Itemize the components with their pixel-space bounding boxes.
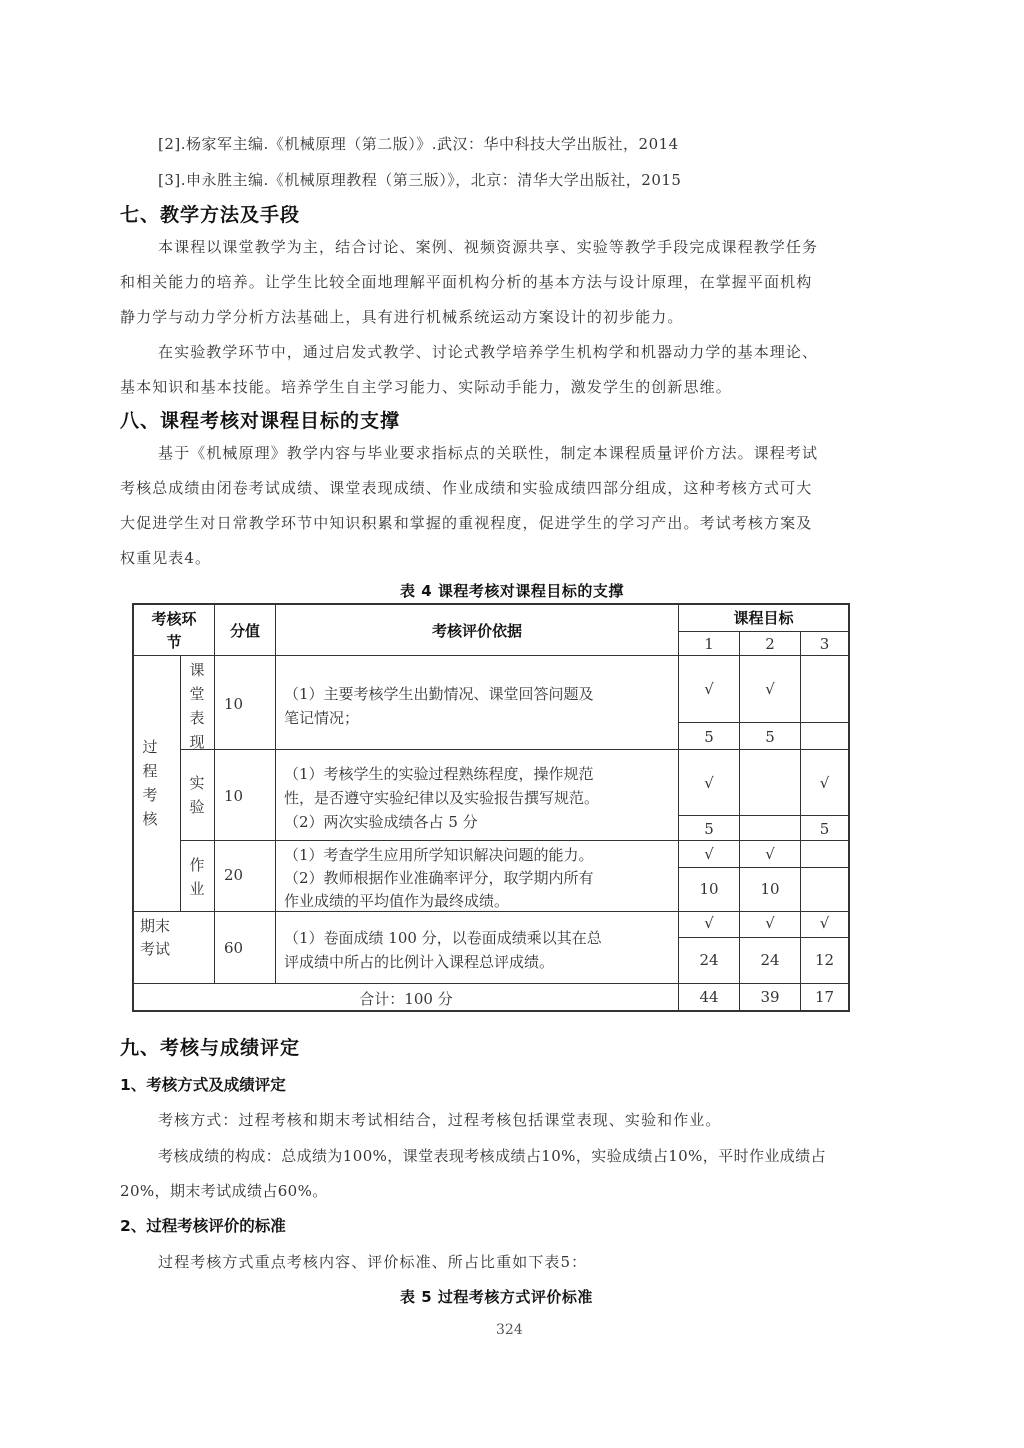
check-mark: √	[704, 845, 714, 863]
table-4-caption: 表 4 课程考核对课程目标的支撑	[400, 582, 624, 600]
row-score: 10	[224, 695, 244, 713]
row-sub-experiment: 实验	[189, 774, 205, 816]
paragraph-line: 在实验教学环节中，通过启发式教学、讨论式教学培养学生机构学和机器动力学的基本理论、	[158, 343, 819, 361]
paragraph-line: 大促进学生对日常教学环节中知识积累和掌握的重视程度，促进学生的学习产出。考试考核方案及	[120, 514, 813, 532]
check-mark: √	[704, 680, 714, 698]
row-basis-line: （2）两次实验成绩各占 5 分	[284, 813, 478, 831]
weight-value: 12	[814, 951, 835, 969]
header-goal-1: 1	[704, 635, 714, 653]
subsection-2-title: 2、过程考核评价的标准	[120, 1217, 286, 1235]
row-sub-classroom: 课堂表现	[189, 661, 205, 751]
header-goal-2: 2	[765, 635, 775, 653]
row-basis-line: 性，是否遵守实验纪律以及实验报告撰写规范。	[284, 789, 600, 807]
section-7-title: 七、教学方法及手段	[120, 204, 301, 226]
reference-3: [3].申永胜主编.《机械原理教程（第三版）》，北京：清华大学出版社，2015	[158, 171, 682, 189]
header-component-line2: 节	[166, 633, 182, 651]
check-mark: √	[765, 680, 775, 698]
paragraph-line: 基本知识和基本技能。培养学生自主学习能力、实际动手能力，激发学生的创新思维。	[120, 378, 732, 396]
weight-value: 5	[765, 728, 775, 746]
total-label: 合计：100 分	[359, 990, 453, 1008]
paragraph-line: 基于《机械原理》教学内容与毕业要求指标点的关联性，制定本课程质量评价方法。课程考试	[158, 444, 819, 462]
row-basis-line: 作业成绩的平均值作为最终成绩。	[284, 892, 510, 910]
row-basis-line: 笔记情况；	[284, 709, 360, 727]
header-component-line1: 考核环	[151, 610, 197, 628]
row-basis-line: （1）卷面成绩 100 分，以卷面成绩乘以其在总	[284, 929, 602, 947]
weight-value: 5	[704, 820, 714, 838]
check-mark: √	[765, 845, 775, 863]
row-basis-line: （2）教师根据作业准确率评分，取学期内所有	[284, 869, 594, 887]
header-course-goals: 课程目标	[733, 609, 794, 627]
weight-value: 5	[819, 820, 830, 838]
check-mark: √	[704, 774, 714, 792]
process-assessment-label: 过程考核	[142, 738, 158, 828]
table-5-caption: 表 5 过程考核方式评价标准	[400, 1288, 593, 1306]
total-value: 44	[699, 988, 719, 1006]
weight-value: 24	[699, 951, 719, 969]
row-basis-line: （1）主要考核学生出勤情况、课堂回答问题及	[284, 685, 594, 703]
paragraph-line: 考核方式：过程考核和期末考试相结合，过程考核包括课堂表现、实验和作业。	[158, 1111, 722, 1129]
paragraph-line: 考核成绩的构成：总成绩为100%，课堂表现考核成绩占10%，实验成绩占10%，平时作业成绩占	[158, 1147, 826, 1165]
page-number: 324	[496, 1322, 523, 1338]
paragraph-line: 和相关能力的培养。让学生比较全面地理解平面机构分析的基本方法与设计原理，在掌握平面机构	[120, 273, 813, 291]
row-sub-homework: 作业	[189, 856, 205, 898]
section-8-title: 八、课程考核对课程目标的支撑	[120, 410, 401, 432]
weight-value: 5	[704, 728, 714, 746]
paragraph-line: 考核总成绩由闭卷考试成绩、课堂表现成绩、作业成绩和实验成绩四部分组成，这种考核方式可大	[120, 479, 813, 497]
check-mark: √	[704, 914, 714, 932]
row-basis-line: （1）考查学生应用所学知识解决问题的能力。	[284, 846, 594, 864]
row-final-exam-line1: 期末	[140, 917, 171, 935]
subsection-1-title: 1、考核方式及成绩评定	[120, 1076, 286, 1094]
row-basis-line: 评成绩中所占的比例计入课程总评成绩。	[284, 953, 555, 971]
reference-2: [2].杨家军主编.《机械原理（第二版）》.武汉：华中科技大学出版社，2014	[158, 135, 679, 153]
check-mark: √	[819, 774, 830, 792]
weight-value: 10	[699, 880, 719, 898]
section-9-title: 九、考核与成绩评定	[120, 1037, 301, 1059]
header-goal-3: 3	[819, 635, 830, 653]
weight-value: 10	[760, 880, 780, 898]
header-basis: 考核评价依据	[431, 622, 522, 640]
row-score: 20	[224, 866, 244, 884]
paragraph-line: 本课程以课堂教学为主，结合讨论、案例、视频资源共享、实验等教学手段完成课程教学任务	[158, 238, 819, 256]
total-value: 17	[814, 988, 835, 1006]
check-mark: √	[819, 914, 830, 932]
row-score: 60	[224, 939, 244, 957]
paragraph-line: 过程考核方式重点考核内容、评价标准、所占比重如下表5：	[158, 1253, 588, 1271]
paragraph-line: 静力学与动力学分析方法基础上，具有进行机械系统运动方案设计的初步能力。	[120, 308, 684, 326]
row-basis-line: （1）考核学生的实验过程熟练程度，操作规范	[284, 765, 594, 783]
total-value: 39	[760, 988, 780, 1006]
check-mark: √	[765, 914, 775, 932]
row-final-exam-line2: 考试	[140, 940, 171, 958]
paragraph-line: 20%，期末考试成绩占60%。	[120, 1182, 328, 1200]
row-score: 10	[224, 787, 244, 805]
paragraph-line: 权重见表4。	[120, 549, 212, 567]
header-score: 分值	[229, 622, 260, 640]
weight-value: 24	[760, 951, 780, 969]
